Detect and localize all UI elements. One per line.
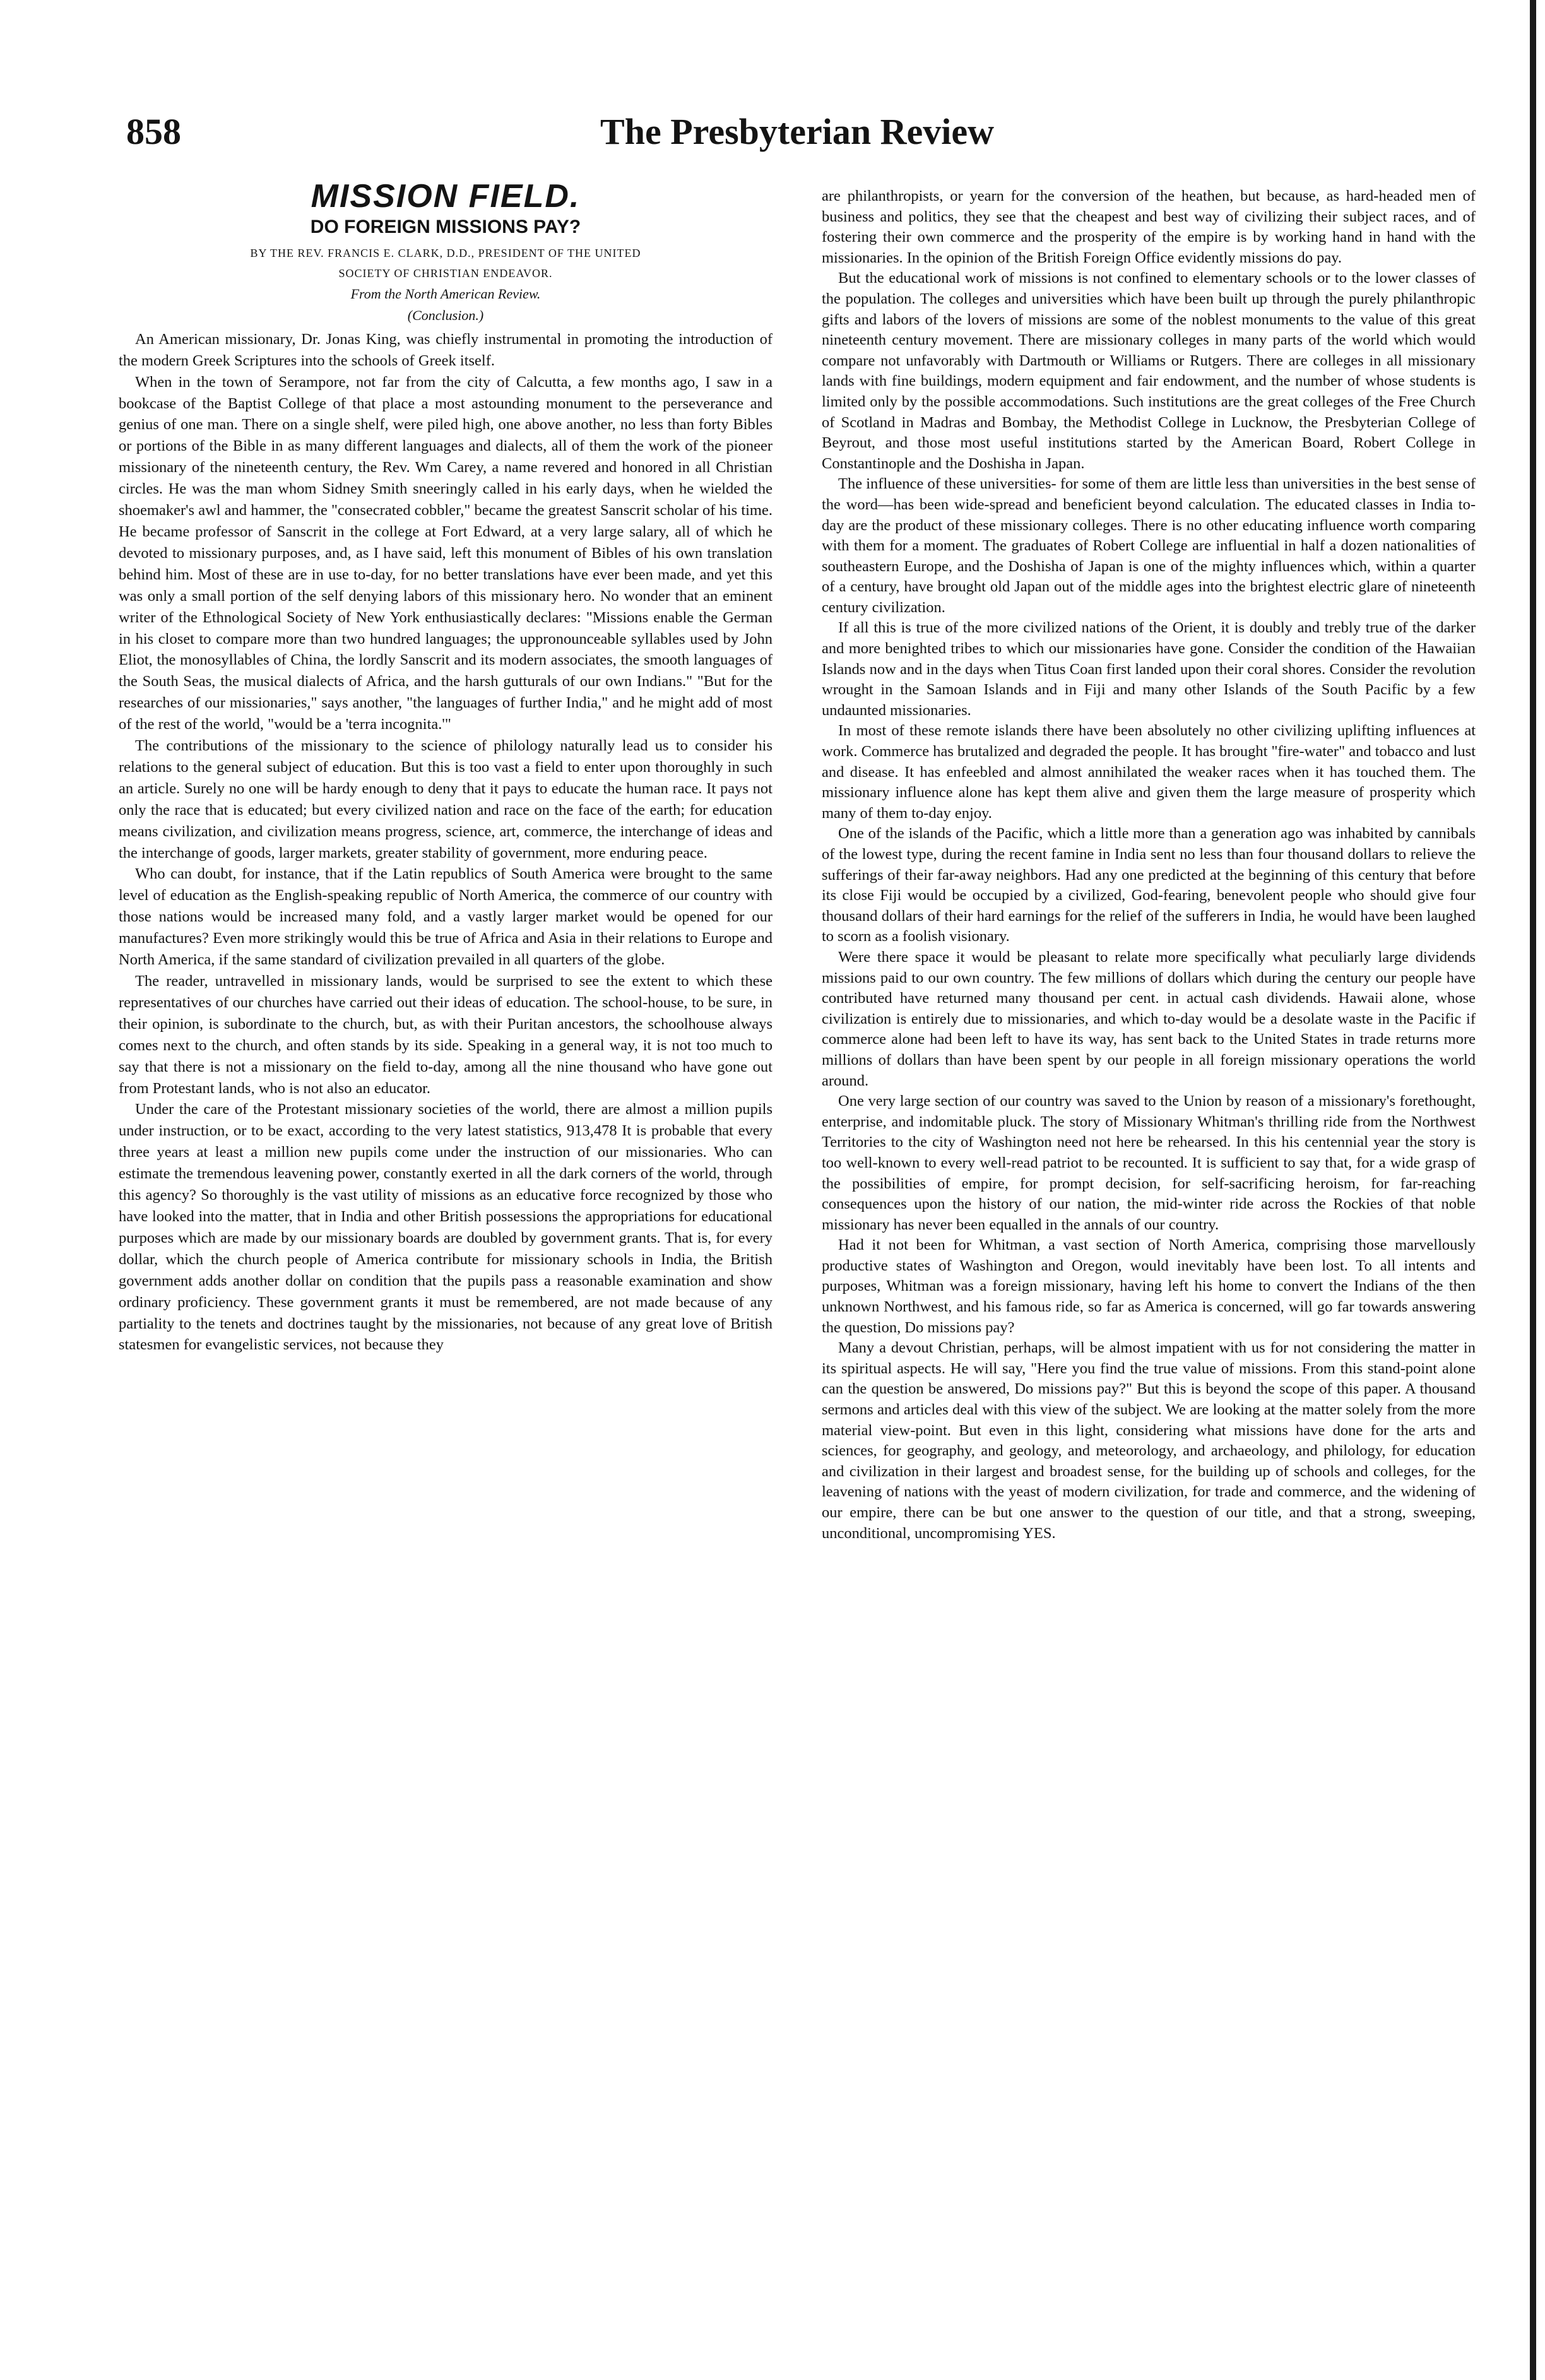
page-header (119, 110, 1476, 167)
byline: BY THE REV. FRANCIS E. CLARK, D.D., PRESIDENT OF THE UNITED (250, 246, 641, 259)
paragraph: The reader, untravelled in missionary lands, would be surprised to see the extent to which these representatives of our churches have carried out their ideas of education. The school-house, to be sure, in their opinion, is subordinate to the church, but, as with their Puritan ancestors, the schoolhouse always comes next to the church, and often stands by its side. Speaking in a general way, it is not too much to say that there is not a missionary on the field to-day, among all the nine thousand who have gone out from Protestant lands, who is not also an educator. (119, 973, 772, 1097)
paragraph: Under the care of the Protestant missionary societies of the world, there are almost a million pupils under instruction, or to be exact, according to the very latest statistics, 913,478 It is probable that every three years at least a million new pupils come under the instruction of our missionaries. Who can estimate the tremendous leavening power, constantly exerted in all the dark corners of the world, through this agency? So thoroughly is the vast utility of missions as an educative force recognized by those who have looked into the matter, that in India and other British possessions the appropriations for educational purposes which are made by our missionary boards are doubled by government grants. That is, for every dollar, which the church people of America contribute for missionary schools in India, the British government adds another dollar on condition that the pupils pass a reasonable examination and show ordinary proficiency. These government grants it must be remembered, are not made because of any partiality to the tenets and doctrines taught by the missionaries, not because of any great love of British statesmen for evangelistic services, not because they (119, 1101, 772, 1354)
paragraph: Had it not been for Whitman, a vast section of North America, comprising those marvellously productive states of Washington and Oregon, would inevitably have been lost. To all intents and purposes, Whitman was a foreign missionary, having left his home to convert the Indians of the then unknown Northwest, and his famous ride, so far as America is concerned, will go far towards answering the question, Do missions pay? (822, 1236, 1476, 1336)
paragraph: But the educational work of missions is not confined to elementary schools or to the lower classes of the population. The colleges and universities which have been built up through the purely philanthropic gifts and labors of the lovers of missions are some of the noblest monuments to the value of this great nineteenth century movement. There are missionary colleges in many parts of the world which would compare not unfavorably with Dartmouth or Williams or Rutgers. There are colleges in all missionary lands with fine buildings, modern equipment and fair endowment, and the number of whose students is limited only by the possible accommodations. Such institutions are the great colleges of the Free Church of Scotland in Madras and Bombay, the Methodist College in Lucknow, the Presbyterian College of Beyrout, and those most useful institutions started by the American Board, Robert College in Constantinople and the Doshisha in Japan. (822, 269, 1476, 472)
article-columns (119, 178, 1476, 1544)
paragraph: One very large section of our country was saved to the Union by reason of a missionary's forethought, enterprise, and indomitable pluck. The story of Missionary Whitman's thrilling ride from the Northwest Territories to the city of Washington need not here be rehearsed. In this his centennial year the story is too well-known to every well-read patriot to be recounted. It is sufficient to say that, for a wide grasp of the possibilities of empire, for prompt decision, for self-sacrificing heroism, for far-reaching consequences upon the history of our nation, the mid-winter ride across the Rockies of that noble missionary has never been equalled in the annals of our country. (822, 1092, 1476, 1233)
right-column (822, 186, 1476, 1544)
page-edge-rule (1530, 0, 1536, 2380)
left-column (119, 178, 772, 1544)
paragraph: One of the islands of the Pacific, which a little more than a generation ago was inhabited by cannibals of the lowest type, during the recent famine in India sent no less than four thousand dollars to relieve the sufferings of their far-away neighbors. Had any one predicted at the beginning of this century that before its close Fiji would be occupied by a civilized, God-fearing, benevolent people who should give four thousand dollars of their hard earnings for the relief of the sufferers in India, he would have been laughed to scorn as a foolish visionary. (822, 825, 1476, 945)
byline-continued: SOCIETY OF CHRISTIAN ENDEAVOR. (338, 266, 553, 280)
conclusion-note: (Conclusion.) (407, 307, 484, 323)
paragraph: Were there space it would be pleasant to relate more specifically what peculiarly large dividends missions paid to our own country. The few millions of dollars which during the century our people have contributed have returned many thousand per cent. in actual cash dividends. Hawaii alone, whose civilization is entirely due to missionaries, and which to-day would be a desolate waste in the Pacific if commerce alone had been left to have its way, has sent back to the United States in trade returns more millions of dollars than have been spent by our people in all foreign missionary operations the world around. (822, 948, 1476, 1089)
paragraph: The contributions of the missionary to the science of philology naturally lead us to consider his relations to the general subject of education. But this is too vast a field to enter upon thoroughly in such an article. Surely no one will be hardy enough to deny that it pays to educate the human race. It pays not only the race that is educated; but every civilized nation and race on the face of the earth; for education means civilization, and civilization means progress, science, art, commerce, the interchange of ideas and the interchange of goods, larger markets, greater stability of government, more enduring peace. (119, 737, 772, 861)
section-title: MISSION FIELD. (311, 178, 581, 215)
paragraph: Who can doubt, for instance, that if the Latin republics of South America were brought to the same level of education as the English-speaking republic of North America, the commerce of our country with those nations would be increased many fold, and a vastly larger market would be opened for our manufactures? Even more strikingly would this be true of Africa and Asia in their relations to Europe and North America, if the same standard of civilization prevailed in all quarters of the globe. (119, 865, 772, 969)
paragraph: The influence of these universities- for some of them are little less than universities in the best sense of the word—has been wide-spread and beneficient beyond calculation. The educated classes in India to-day are the product of these missionary colleges. There is no other educating influence worth comparing with them for a moment. The graduates of Robert College are influential in half a dozen nationalities of southeastern Europe, and the Doshisha of Japan is one of the mighty influences which, within a quarter of a century, have brought old Japan out of the middle ages into the brightest electric glare of nineteenth century civilization. (822, 475, 1476, 616)
page-number: 858 (126, 111, 181, 152)
paragraph: If all this is true of the more civilized nations of the Orient, it is doubly and trebly true of the darker and more benighted tribes to which our missionaries have gone. Consider the condition of the Hawaiian Islands now and in the days when Titus Coan first landed upon their coral shores. Consider the revolution wrought in the Samoan Islands and in Fiji and many other Islands of the South Pacific by a few undaunted missionaries. (822, 619, 1476, 719)
journal-title: The Presbyterian Review (600, 111, 994, 152)
paragraph: are philanthropists, or yearn for the conversion of the heathen, but because, as hard-headed men of business and politics, they see that the cheapest and best way of civilizing their subject races, and of fostering their own commerce and the prosperity of the empire is by working hand in hand with the missionaries. In the opinion of the British Foreign Office evidently missions do pay. (822, 187, 1476, 266)
paragraph: In most of these remote islands there have been absolutely no other civilizing uplifting influences at work. Commerce has brutalized and degraded the people. It has brought "fire-water" and tobacco and lust and disease. It has enfeebled and almost annihilated the weaker races when it has touched them. The missionary influence alone has kept them alive and given them the large measure of prosperity which many of them to-day enjoy. (822, 722, 1476, 822)
article-source: From the North American Review. (350, 285, 541, 302)
article-title: DO FOREIGN MISSIONS PAY? (310, 216, 581, 237)
paragraph: Many a devout Christian, perhaps, will be almost impatient with us for not considering the matter in its spiritual aspects. He will say, "Here you find the true value of missions. From this stand-point alone can the question be answered, Do missions pay?" But this is beyond the scope of this paper. A thousand sermons and articles deal with this view of the subject. We are looking at the matter solely from the more material view-point. But even in this light, considering what missions have done for the arts and sciences, for geography, and geology, and meteorology, and archaeology, and philology, for education and civilization in their largest and broadest sense, for the building up of schools and colleges, for the leavening of nations with the yeast of modern civilization, for trade and commerce, and the widening of our empire, there can be but one answer to the question of our title, and that a strong, sweeping, unconditional, uncompromising YES. (822, 1339, 1476, 1542)
paragraph: When in the town of Serampore, not far from the city of Calcutta, a few months ago, I saw in a bookcase of the Baptist College of that place a most astounding monument to the perseverance and genius of one man. There on a single shelf, were piled high, one above another, no less than forty Bibles or portions of the Bible in as many different languages and dialects, all of them the work of the pioneer missionary of the nineteenth century, the Rev. Wm Carey, a name revered and honored in all Christian circles. He was the man whom Sidney Smith sneeringly called in his early days, when he wielded the shoemaker's awl and hammer, the "consecrated cobbler," became the greatest Sanscrit scholar of his time. He became professor of Sanscrit in the college at Fort Edward, at a very large salary, all of which he devoted to missionary purposes, and, as I have said, left this monument of Bibles of his own translation behind him. Most of these are in use to-day, for no better translations have ever been made, and yet this was only a small portion of the self denying labors of this missionary hero. No wonder that an eminent writer of the Ethnological Society of New York enthusiastically declares: "Missions enable the German in his closet to compare more than two hundred languages; the uppronounceable syllables used by John Eliot, the monosyllables of China, the lordly Sanscrit and its modern associates, the smooth languages of the South Seas, the musical dialects of Africa, and the harsh gutturals of our own Indians." "But for the researches of our missionaries," says another, "the languages of further India," and he might add of most of the rest of the world, "would be a 'terra incognita.'" (119, 373, 772, 733)
paragraph: An American missionary, Dr. Jonas King, was chiefly instrumental in promoting the introduction of the modern Greek Scriptures into the schools of Greek itself. (119, 330, 772, 369)
